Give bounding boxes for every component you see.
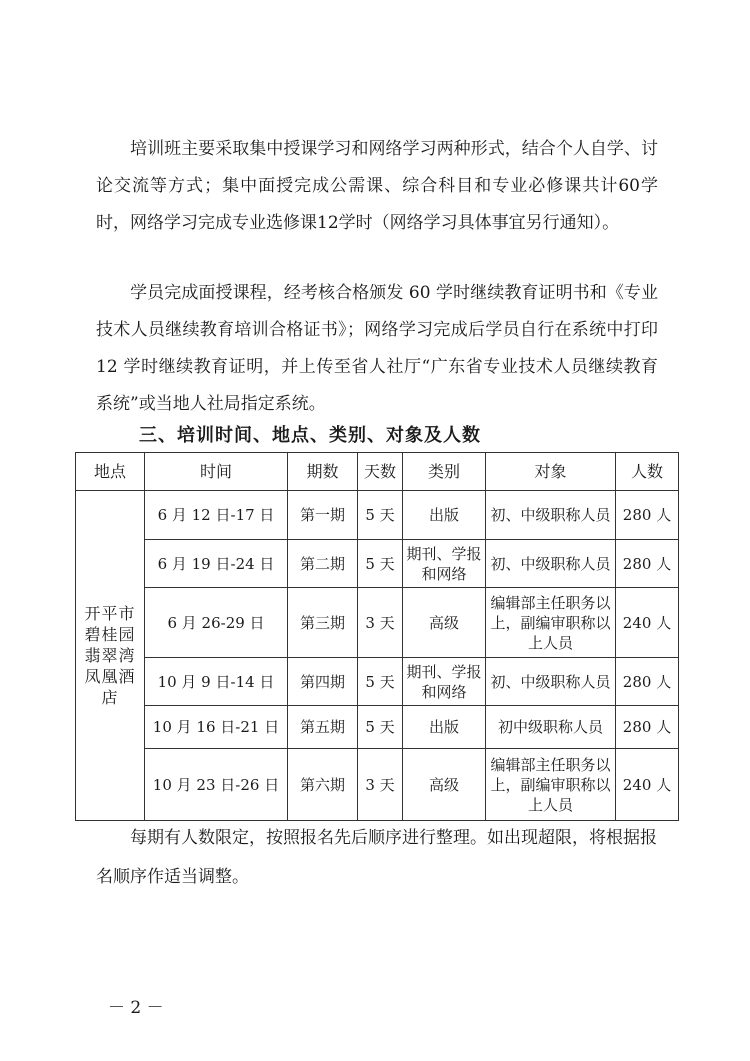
category-cell: 高级: [403, 588, 486, 658]
count-cell: 240 人: [616, 588, 679, 658]
category-cell: 期刊、学报和网络: [403, 658, 486, 706]
days-cell: 3 天: [358, 588, 403, 658]
paragraph-text: 培训班主要采取集中授课学习和网络学习两种形式，结合个人自学、讨论交流等方式；集中面授完成公需课、综合科目和专业必修课共计60学时，网络学习完成专业选修课12学时（网络学习具体事宜另行通知）。: [96, 139, 658, 233]
days-cell: 5 天: [358, 706, 403, 749]
target-cell: 初中级职称人员: [486, 706, 616, 749]
days-cell: 3 天: [358, 749, 403, 821]
time-cell: 10 月 23 日-26 日: [145, 749, 288, 821]
table-row: [76, 540, 679, 588]
target-cell: 初、中级职称人员: [486, 540, 616, 588]
table-row: [76, 658, 679, 706]
time-cell: 6 月 26-29 日: [145, 588, 288, 658]
target-cell: 初、中级职称人员: [486, 658, 616, 706]
count-cell: 280 人: [616, 658, 679, 706]
paragraph-text: 学员完成面授课程，经考核合格颁发 60 学时继续教育证明书和《专业技术人员继续教育培训合格证书》；网络学习完成后学员自行在系统中打印 12 学时继续教育证明，并上传至省人社厅“广东省专业技术人员继续教育系统”或当地人社局指定系统。: [96, 283, 658, 414]
location-cell: 开平市碧桂园翡翠湾凤凰酒店: [76, 491, 145, 821]
session-cell: 第三期: [288, 588, 358, 658]
header-category: 类别: [403, 453, 486, 491]
table-row: [76, 588, 679, 658]
session-cell: 第六期: [288, 749, 358, 821]
section-heading: 三、培训时间、地点、类别、对象及人数: [139, 425, 481, 446]
time-cell: 10 月 9 日-14 日: [145, 658, 288, 706]
category-cell: 期刊、学报和网络: [403, 540, 486, 588]
category-cell: 出版: [403, 491, 486, 540]
header-time: 时间: [145, 453, 288, 491]
page-number: － 2 －: [108, 998, 164, 1018]
session-cell: 第四期: [288, 658, 358, 706]
note-text: 每期有人数限定，按照报名先后顺序进行整理。如出现超限，将根据报名顺序作适当调整。: [96, 828, 657, 887]
days-cell: 5 天: [358, 491, 403, 540]
time-cell: 6 月 19 日-24 日: [145, 540, 288, 588]
table-row: [76, 749, 679, 821]
header-days: 天数: [358, 453, 403, 491]
header-location: 地点: [76, 453, 145, 491]
category-cell: 出版: [403, 706, 486, 749]
days-cell: 5 天: [358, 540, 403, 588]
header-session: 期数: [288, 453, 358, 491]
header-target: 对象: [486, 453, 616, 491]
count-cell: 240 人: [616, 749, 679, 821]
paragraph-training-format: [96, 131, 658, 242]
target-cell: 编辑部主任职务以上，副编审职称以上人员: [486, 588, 616, 658]
category-cell: 高级: [403, 749, 486, 821]
target-cell: 编辑部主任职务以上，副编审职称以上人员: [486, 749, 616, 821]
target-cell: 初、中级职称人员: [486, 491, 616, 540]
header-count: 人数: [616, 453, 679, 491]
paragraph-certificates: [96, 275, 658, 423]
schedule-table: [75, 452, 679, 821]
time-cell: 10 月 16 日-21 日: [145, 706, 288, 749]
table-row: [76, 706, 679, 749]
session-cell: 第二期: [288, 540, 358, 588]
count-cell: 280 人: [616, 491, 679, 540]
session-cell: 第一期: [288, 491, 358, 540]
note-paragraph: [96, 819, 666, 897]
days-cell: 5 天: [358, 658, 403, 706]
count-cell: 280 人: [616, 706, 679, 749]
table-row: [76, 491, 679, 540]
count-cell: 280 人: [616, 540, 679, 588]
session-cell: 第五期: [288, 706, 358, 749]
time-cell: 6 月 12 日-17 日: [145, 491, 288, 540]
table-header-row: [76, 453, 679, 491]
